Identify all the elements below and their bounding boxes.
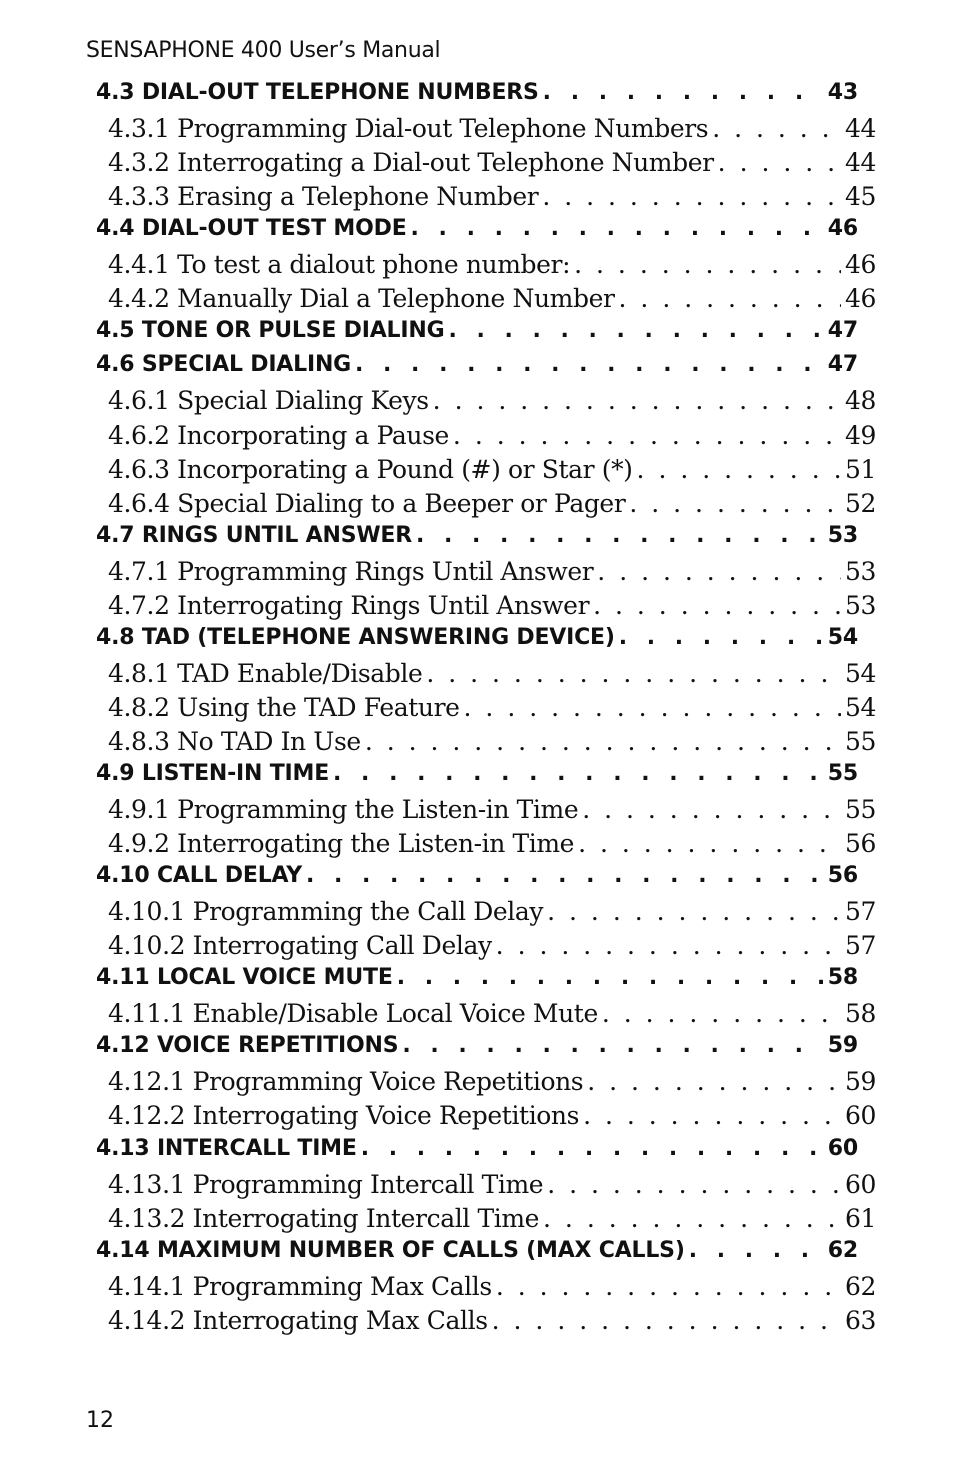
dot-leader bbox=[492, 1306, 841, 1335]
toc-entry-title: 4.7.2 Interrogating Rings Until Answer bbox=[108, 591, 590, 620]
toc-entry-title: 4.14.2 Interrogating Max Calls bbox=[108, 1306, 488, 1335]
toc-section-entry bbox=[96, 523, 858, 548]
dot-leader bbox=[448, 318, 823, 343]
toc-entry-page: 58 bbox=[844, 999, 876, 1028]
toc-section-entry bbox=[96, 761, 858, 786]
toc-section-entry bbox=[96, 965, 858, 990]
toc-entry-title: 4.7 RINGS UNTIL ANSWER bbox=[96, 523, 412, 548]
dot-leader bbox=[453, 421, 841, 450]
toc-entry-page: 56 bbox=[827, 863, 858, 888]
toc-entry-page: 51 bbox=[844, 455, 876, 484]
toc-section-entry bbox=[96, 1033, 858, 1058]
toc-entry-page: 55 bbox=[827, 761, 858, 786]
toc-entry-page: 49 bbox=[844, 421, 876, 450]
toc-entry-page: 55 bbox=[844, 795, 876, 824]
dot-leader bbox=[426, 659, 841, 688]
toc-entry-page: 47 bbox=[827, 318, 858, 343]
toc-entry-title: 4.13.1 Programming Intercall Time bbox=[108, 1170, 544, 1199]
toc-entry-title: 4.5 TONE OR PULSE DIALING bbox=[96, 318, 445, 343]
toc-subsection-entry bbox=[108, 931, 876, 960]
dot-leader bbox=[547, 1170, 841, 1199]
dot-leader bbox=[619, 284, 841, 313]
toc-entry-title: 4.12.2 Interrogating Voice Repetitions bbox=[108, 1101, 580, 1130]
toc-entry-page: 62 bbox=[827, 1238, 858, 1263]
dot-leader bbox=[547, 897, 841, 926]
dot-leader bbox=[543, 1204, 841, 1233]
toc-entry-title: 4.6.3 Incorporating a Pound (#) or Star (*) bbox=[108, 455, 633, 484]
toc-entry-title: 4.8.3 No TAD In Use bbox=[108, 727, 361, 756]
toc-entry-title: 4.6.2 Incorporating a Pause bbox=[108, 421, 449, 450]
table-of-contents bbox=[96, 80, 876, 1340]
toc-section-entry bbox=[96, 80, 858, 105]
dot-leader bbox=[496, 931, 841, 960]
toc-entry-page: 47 bbox=[827, 352, 858, 377]
dot-leader bbox=[689, 1238, 824, 1263]
toc-entry-title: 4.14.1 Programming Max Calls bbox=[108, 1272, 492, 1301]
toc-entry-page: 46 bbox=[827, 216, 858, 241]
toc-subsection-entry bbox=[108, 795, 876, 824]
toc-entry-title: 4.9.2 Interrogating the Listen-in Time bbox=[108, 829, 575, 858]
toc-entry-title: 4.6.1 Special Dialing Keys bbox=[108, 386, 429, 415]
toc-section-entry bbox=[96, 318, 858, 343]
toc-subsection-entry bbox=[108, 897, 876, 926]
toc-entry-title: 4.8.1 TAD Enable/Disable bbox=[108, 659, 423, 688]
toc-subsection-entry bbox=[108, 693, 876, 722]
toc-entry-page: 60 bbox=[844, 1101, 876, 1130]
dot-leader bbox=[629, 489, 841, 518]
toc-section-entry bbox=[96, 352, 858, 377]
toc-entry-title: 4.9.1 Programming the Listen-in Time bbox=[108, 795, 579, 824]
toc-entry-title: 4.11 LOCAL VOICE MUTE bbox=[96, 965, 393, 990]
toc-entry-page: 52 bbox=[844, 489, 876, 518]
dot-leader bbox=[602, 999, 841, 1028]
toc-entry-title: 4.14 MAXIMUM NUMBER OF CALLS (MAX CALLS) bbox=[96, 1238, 685, 1263]
toc-entry-page: 59 bbox=[827, 1033, 858, 1058]
toc-entry-page: 53 bbox=[844, 557, 876, 586]
toc-entry-page: 46 bbox=[844, 250, 876, 279]
toc-entry-title: 4.10 CALL DELAY bbox=[96, 863, 302, 888]
dot-leader bbox=[402, 1033, 823, 1058]
toc-entry-title: 4.10.2 Interrogating Call Delay bbox=[108, 931, 492, 960]
toc-entry-page: 61 bbox=[844, 1204, 876, 1233]
toc-entry-page: 46 bbox=[844, 284, 876, 313]
dot-leader bbox=[496, 1272, 841, 1301]
toc-entry-page: 53 bbox=[844, 591, 876, 620]
dot-leader bbox=[411, 216, 824, 241]
toc-entry-title: 4.13.2 Interrogating Intercall Time bbox=[108, 1204, 540, 1233]
dot-leader bbox=[361, 1136, 824, 1161]
toc-entry-page: 56 bbox=[844, 829, 876, 858]
toc-entry-page: 45 bbox=[844, 182, 876, 211]
dot-leader bbox=[597, 557, 841, 586]
toc-entry-title: 4.8 TAD (TELEPHONE ANSWERING DEVICE) bbox=[96, 625, 615, 650]
toc-entry-title: 4.11.1 Enable/Disable Local Voice Mute bbox=[108, 999, 598, 1028]
toc-entry-title: 4.9 LISTEN-IN TIME bbox=[96, 761, 330, 786]
toc-subsection-entry bbox=[108, 114, 876, 143]
toc-subsection-entry bbox=[108, 557, 876, 586]
toc-subsection-entry bbox=[108, 386, 876, 415]
dot-leader bbox=[333, 761, 824, 786]
toc-entry-title: 4.4 DIAL-OUT TEST MODE bbox=[96, 216, 407, 241]
toc-subsection-entry bbox=[108, 284, 876, 313]
running-header: SENSAPHONE 400 User’s Manual bbox=[86, 38, 441, 63]
dot-leader bbox=[578, 829, 841, 858]
toc-entry-title: 4.4.2 Manually Dial a Telephone Number bbox=[108, 284, 615, 313]
dot-leader bbox=[416, 523, 824, 548]
toc-subsection-entry bbox=[108, 829, 876, 858]
dot-leader bbox=[543, 80, 824, 105]
dot-leader bbox=[464, 693, 841, 722]
toc-entry-page: 54 bbox=[844, 693, 876, 722]
toc-entry-page: 48 bbox=[844, 386, 876, 415]
toc-entry-title: 4.3.3 Erasing a Telephone Number bbox=[108, 182, 539, 211]
toc-subsection-entry bbox=[108, 250, 876, 279]
dot-leader bbox=[712, 114, 841, 143]
dot-leader bbox=[542, 182, 841, 211]
toc-entry-page: 44 bbox=[844, 114, 876, 143]
toc-subsection-entry bbox=[108, 999, 876, 1028]
toc-entry-page: 43 bbox=[827, 80, 858, 105]
dot-leader bbox=[583, 1101, 841, 1130]
toc-subsection-entry bbox=[108, 1170, 876, 1199]
toc-entry-title: 4.10.1 Programming the Call Delay bbox=[108, 897, 544, 926]
toc-entry-title: 4.7.1 Programming Rings Until Answer bbox=[108, 557, 594, 586]
toc-subsection-entry bbox=[108, 1306, 876, 1335]
toc-entry-page: 62 bbox=[844, 1272, 876, 1301]
toc-entry-title: 4.3.1 Programming Dial-out Telephone Numbers bbox=[108, 114, 709, 143]
toc-entry-title: 4.6 SPECIAL DIALING bbox=[96, 352, 352, 377]
toc-entry-title: 4.8.2 Using the TAD Feature bbox=[108, 693, 460, 722]
toc-subsection-entry bbox=[108, 1067, 876, 1096]
toc-subsection-entry bbox=[108, 455, 876, 484]
dot-leader bbox=[306, 863, 824, 888]
dot-leader bbox=[433, 386, 841, 415]
toc-entry-page: 57 bbox=[844, 897, 876, 926]
toc-subsection-entry bbox=[108, 182, 876, 211]
toc-entry-page: 53 bbox=[827, 523, 858, 548]
toc-entry-title: 4.6.4 Special Dialing to a Beeper or Pager bbox=[108, 489, 626, 518]
toc-section-entry bbox=[96, 1136, 858, 1161]
toc-entry-page: 63 bbox=[844, 1306, 876, 1335]
toc-entry-page: 59 bbox=[844, 1067, 876, 1096]
toc-entry-page: 60 bbox=[827, 1136, 858, 1161]
toc-section-entry bbox=[96, 625, 858, 650]
page-number: 12 bbox=[86, 1408, 114, 1433]
toc-subsection-entry bbox=[108, 148, 876, 177]
dot-leader bbox=[593, 591, 841, 620]
toc-entry-page: 54 bbox=[827, 625, 858, 650]
toc-entry-title: 4.12.1 Programming Voice Repetitions bbox=[108, 1067, 584, 1096]
toc-subsection-entry bbox=[108, 591, 876, 620]
toc-entry-page: 57 bbox=[844, 931, 876, 960]
dot-leader bbox=[355, 352, 824, 377]
dot-leader bbox=[582, 795, 841, 824]
dot-leader bbox=[619, 625, 824, 650]
toc-entry-title: 4.13 INTERCALL TIME bbox=[96, 1136, 357, 1161]
toc-entry-title: 4.4.1 To test a dialout phone number: bbox=[108, 250, 571, 279]
toc-section-entry bbox=[96, 216, 858, 241]
toc-entry-title: 4.3 DIAL-OUT TELEPHONE NUMBERS bbox=[96, 80, 539, 105]
dot-leader bbox=[365, 727, 841, 756]
dot-leader bbox=[574, 250, 841, 279]
toc-subsection-entry bbox=[108, 1272, 876, 1301]
toc-subsection-entry bbox=[108, 659, 876, 688]
toc-entry-title: 4.3.2 Interrogating a Dial-out Telephone Number bbox=[108, 148, 714, 177]
dot-leader bbox=[637, 455, 841, 484]
toc-section-entry bbox=[96, 1238, 858, 1263]
toc-entry-title: 4.12 VOICE REPETITIONS bbox=[96, 1033, 399, 1058]
toc-section-entry bbox=[96, 863, 858, 888]
toc-subsection-entry bbox=[108, 1204, 876, 1233]
toc-entry-page: 58 bbox=[827, 965, 858, 990]
dot-leader bbox=[587, 1067, 841, 1096]
toc-subsection-entry bbox=[108, 421, 876, 450]
toc-entry-page: 55 bbox=[844, 727, 876, 756]
dot-leader bbox=[718, 148, 841, 177]
toc-entry-page: 44 bbox=[844, 148, 876, 177]
toc-entry-page: 60 bbox=[844, 1170, 876, 1199]
toc-subsection-entry bbox=[108, 727, 876, 756]
toc-subsection-entry bbox=[108, 489, 876, 518]
toc-subsection-entry bbox=[108, 1101, 876, 1130]
dot-leader bbox=[397, 965, 824, 990]
toc-entry-page: 54 bbox=[844, 659, 876, 688]
